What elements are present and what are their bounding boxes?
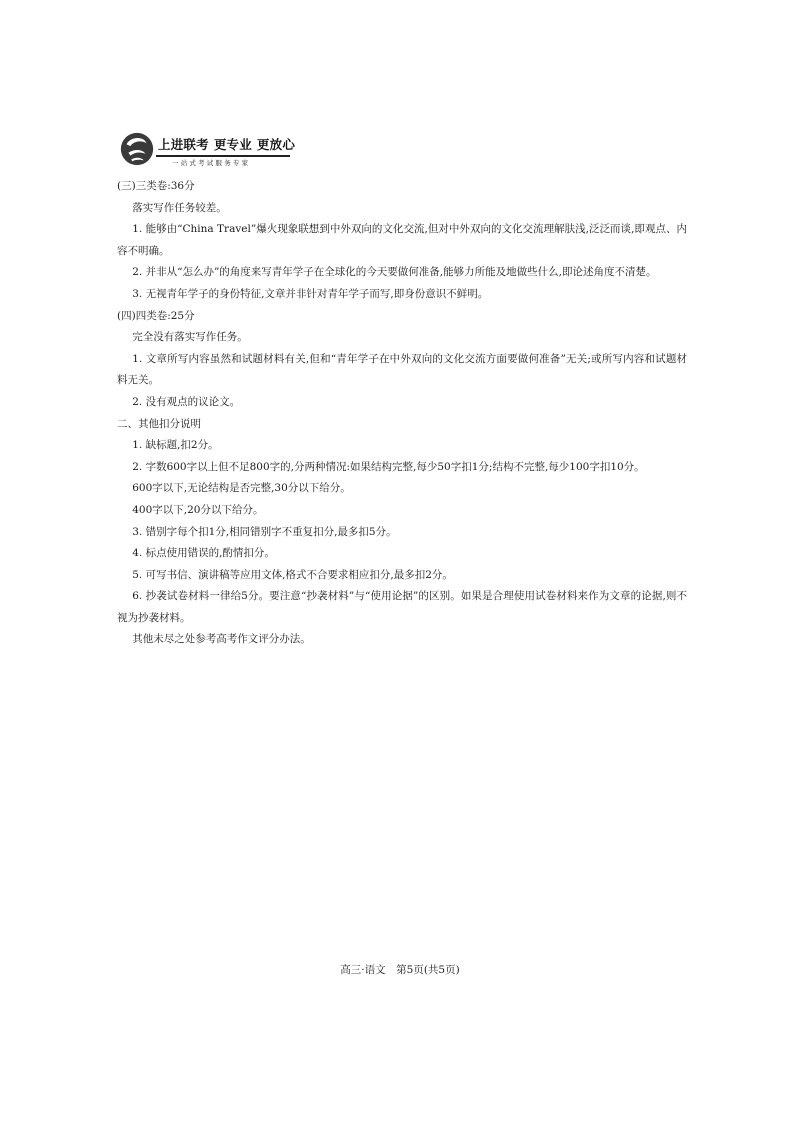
paragraph: 1. 缺标题,扣2分。 — [132, 439, 219, 452]
slogan-part: 更放心 — [256, 137, 296, 152]
section-heading: (四)四类卷:25分 — [117, 309, 195, 322]
slogan-part: 上进联考 — [158, 137, 209, 152]
brand-slogan — [158, 135, 295, 153]
paragraph: 2. 字数600字以上但不足800字的,分两种情况:如果结构完整,每少50字扣1分;结构不完整,每少100字扣10分。 — [132, 460, 645, 473]
paragraph: 落实写作任务较差。 — [132, 201, 227, 214]
paragraph: 600字以下,无论结构是否完整,30分以下给分。 — [132, 482, 351, 495]
paragraph: 400字以下,20分以下给分。 — [132, 503, 264, 516]
paragraph: 1. 能够由“China Travel”爆火现象联想到中外双向的文化交流,但对中外双向的文化交流理解肤浅,泛泛而谈,即观点、内容不明确。 — [117, 223, 687, 257]
paragraph: 4. 标点使用错误的,酌情扣分。 — [132, 547, 275, 560]
paragraph: 3. 无视青年学子的身份特征,文章并非针对青年学子而写,即身份意识不鲜明。 — [132, 287, 489, 300]
paragraph: 5. 可写书信、演讲稿等应用文体,格式不合要求相应扣分,最多扣2分。 — [132, 568, 453, 581]
paragraph: 3. 错别字每个扣1分,相同错别字不重复扣分,最多扣5分。 — [132, 525, 397, 538]
paragraph: 1. 文章所写内容虽然和试题材料有关,但和“青年学子在中外双向的文化交流方面要做何准备”无关;或所写内容和试题材料无关。 — [117, 352, 687, 387]
section-heading: (三)三类卷:36分 — [117, 180, 195, 192]
scoring-guidelines — [117, 176, 687, 651]
section-heading: 二、其他扣分说明 — [117, 417, 201, 430]
paragraph: 2. 没有观点的议论文。 — [132, 395, 241, 408]
brand-tagline: 一站式考试服务专家 — [172, 159, 251, 167]
paragraph: 完全没有落实写作任务。 — [132, 331, 248, 344]
swirl-logo-icon — [118, 130, 156, 168]
paragraph: 6. 抄袭试卷材料一律给5分。要注意“抄袭材料”与“使用论据”的区别。如果是合理使用试卷材料来作为文章的论据,则不视为抄袭材料。 — [117, 590, 687, 624]
page-header — [118, 130, 296, 172]
page-footer: 高三·语文 第5页(共5页) — [340, 964, 460, 976]
paragraph: 其他未尽之处参考高考作文评分办法。 — [132, 633, 311, 646]
slogan-part: 更专业 — [213, 137, 252, 152]
header-divider — [156, 155, 290, 157]
paragraph: 2. 并非从“怎么办”的角度来写青年学子在全球化的今天要做何准备,能够力所能及地做些什么,即论述角度不清楚。 — [132, 266, 657, 279]
